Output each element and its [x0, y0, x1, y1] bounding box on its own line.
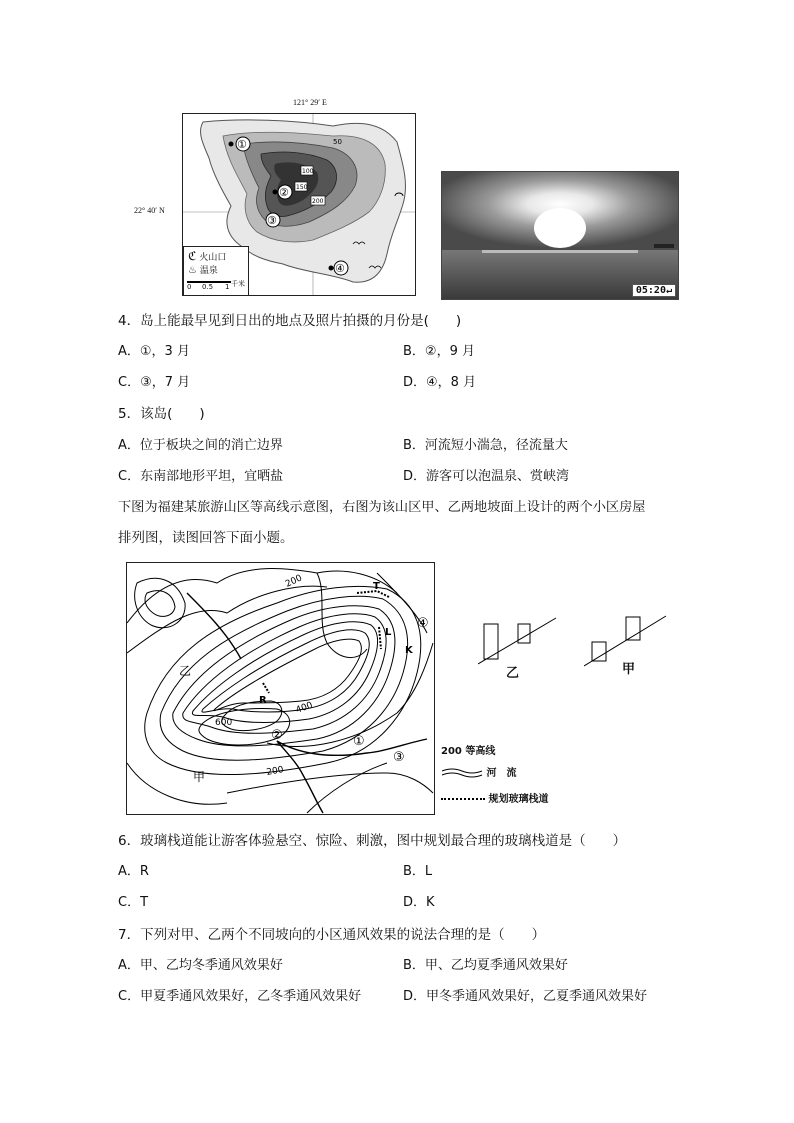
question-4-stem: 4．岛上能最早见到日出的地点及照片拍摄的月份是( ) [118, 313, 462, 329]
question-5-stem: 5．该岛( ) [118, 406, 205, 422]
q4-option-a: A．①，3 月 [118, 344, 190, 359]
scale-bar [187, 279, 245, 293]
marker-3-map2: ③ [393, 750, 405, 765]
scale-tick-0: 0 [187, 283, 192, 291]
intro-line-2: 排列图，读图回答下面小题。 [118, 530, 294, 546]
point-r: R [259, 695, 267, 706]
q5-option-b: B．河流短小湍急，径流量大 [403, 438, 568, 453]
legend-river: 河 流 [486, 768, 517, 779]
q4-option-d: D．④，8 月 [403, 375, 477, 390]
region-yi: 乙 [179, 664, 192, 678]
point-l: L [385, 627, 392, 638]
q5-option-a: A．位于板块之间的消亡边界 [118, 438, 283, 453]
marker-4-map2: ④ [417, 616, 429, 631]
q6-option-c: C．T [118, 895, 149, 910]
legend-hotspring: 温泉 [199, 266, 218, 276]
q4-option-c: C．③，7 月 [118, 375, 191, 390]
q7-option-b: B．甲、乙均夏季通风效果好 [403, 958, 568, 973]
volcano-icon: ℭ [188, 249, 197, 263]
marker-1-map2: ① [353, 734, 365, 749]
contour-label-400: 400 [294, 700, 315, 716]
longitude-label: 121° 29′ E [293, 98, 327, 107]
q5-option-c: C．东南部地形平坦，宜晒盐 [118, 469, 284, 484]
sunrise-image [442, 172, 678, 299]
scale-tick-1: 1 [225, 283, 230, 291]
island-map-figure [130, 95, 420, 305]
q6-option-a: A．R [118, 864, 149, 879]
marker-2-map2: ② [271, 728, 283, 743]
q7-option-d: D．甲冬季通风效果好，乙夏季通风效果好 [403, 989, 648, 1004]
point-k: K [405, 645, 413, 656]
photo-timestamp: 05:20↵ [632, 284, 676, 297]
slope-label-yi: 乙 [506, 666, 520, 681]
river-icon [441, 768, 483, 778]
q6-option-b: B．L [403, 864, 433, 879]
region-jia: 甲 [193, 770, 206, 784]
contour-label-50: 50 [333, 138, 342, 146]
marker-1: ① [237, 138, 247, 151]
q7-option-c: C．甲夏季通风效果好，乙冬季通风效果好 [118, 989, 362, 1004]
marker-2: ② [279, 186, 289, 199]
slope-diagram-yi [478, 616, 558, 680]
point-t: T [373, 581, 380, 592]
legend-contour: 200 等高线 [441, 746, 496, 757]
question-6-stem: 6．玻璃栈道能让游客体验悬空、惊险、刺激，图中规划最合理的玻璃栈道是（ ） [118, 833, 627, 849]
island-map-legend [183, 246, 249, 296]
legend-volcano: 火山口 [199, 253, 227, 263]
slope-label-jia: 甲 [622, 662, 636, 677]
slope-diagram-jia [584, 612, 668, 676]
island-map-frame [182, 113, 416, 296]
scale-unit: 千米 [231, 280, 245, 288]
contour-map [127, 563, 434, 814]
legend-path: 规划玻璃栈道 [488, 794, 549, 805]
contour-label-200-top: 200 [284, 573, 304, 590]
contour-label-200-bottom: 200 [265, 765, 285, 778]
contour-map-frame [126, 562, 435, 815]
q5-option-d: D．游客可以泡温泉、赏峡湾 [403, 469, 570, 484]
scale-tick-05: 0.5 [202, 283, 214, 291]
marker-3: ③ [267, 214, 277, 227]
intro-line-1: 下图为福建某旅游山区等高线示意图，右图为该山区甲、乙两地坡面上设计的两个小区房屋 [118, 500, 646, 515]
hotspring-icon: ♨ [188, 265, 197, 276]
contour-label-150: 150 [296, 184, 308, 191]
contour-label-600: 600 [215, 718, 233, 728]
contour-label-200: 200 [312, 198, 324, 205]
sunrise-photo [441, 171, 679, 300]
q6-option-d: D．K [403, 895, 435, 910]
contour-label-100: 100 [302, 168, 314, 175]
question-7-stem: 7．下列对甲、乙两个不同坡向的小区通风效果的说法合理的是（ ） [118, 927, 546, 943]
q7-option-a: A．甲、乙均冬季通风效果好 [118, 958, 283, 973]
dotted-line-icon [441, 798, 485, 800]
latitude-label: 22° 40′ N [134, 206, 165, 215]
q4-option-b: B．②，9 月 [403, 344, 475, 359]
contour-map-legend [441, 742, 571, 808]
marker-4: ④ [335, 262, 345, 275]
